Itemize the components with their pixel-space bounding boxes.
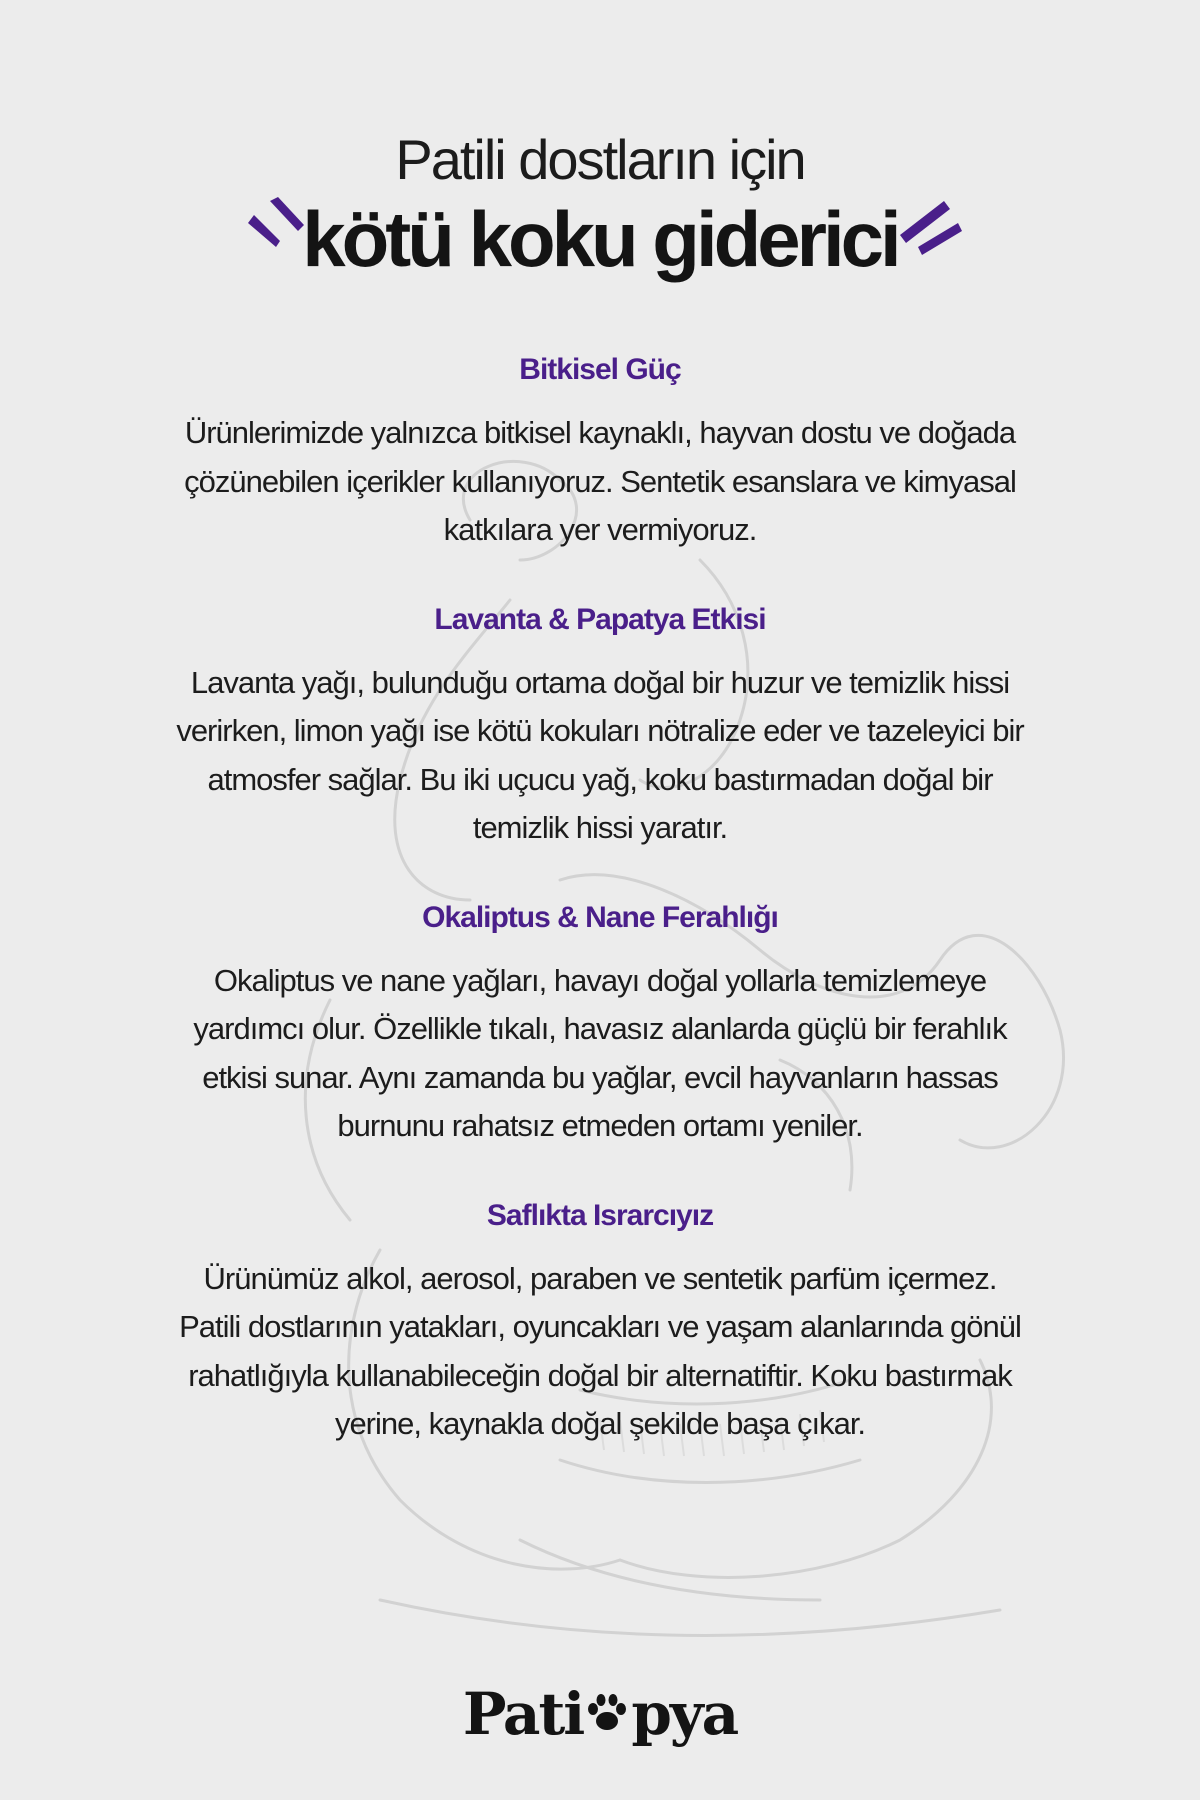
logo-text-end: pya [631,1680,738,1748]
section-line: Patili dostlarının yatakları, oyuncakları ve yaşam alanlarında gönül [179,1309,1021,1344]
section-line: Lavanta yağı, bulunduğu ortama doğal bir huzur ve temizlik hissi [190,664,1010,700]
section-line: çözünebilen içerikler kullanıyoruz. Sentetik esanslara ve kimyasal [184,463,1016,499]
section-line: Ürünlerimizde yalnızca bitkisel kaynaklı, hayvan dostu ve doğada [184,415,1016,450]
section-line: temizlik hissi yaratır. [472,810,728,845]
logo-text-start: Pati [462,1680,584,1748]
section-line: etkisi sunar. Aynı zamanda bu yağlar, evcil hayvanların hassas [202,1059,998,1095]
section-heading: Lavanta & Papatya Etkisi [434,602,766,636]
section-body [110,409,1090,555]
section-line: Ürünümüz alkol, aerosol, paraben ve sentetik parfüm içermez. [203,1260,997,1296]
accent-strokes-left-icon [244,197,304,257]
section-line: rahatlığıyla kullanabileceğin doğal bir alternatiftir. Koku bastırmak [188,1357,1012,1393]
section-line: atmosfer sağlar. Bu iki uçucu yağ, koku bastırmadan doğal bir [207,761,993,797]
brand-logo [0,1680,1200,1748]
content-sections [110,345,1090,1489]
section-heading: Okaliptus & Nane Ferahlığı [422,900,778,934]
section-saflikta-israrciyiz [110,1191,1090,1449]
paw-icon [584,1691,630,1737]
section-lavanta-papatya [110,595,1090,853]
section-line: burnunu rahatsız etmeden ortamı yeniler. [337,1108,863,1143]
logo-wordmark [463,1680,737,1748]
section-line: Okaliptus ve nane yağları, havayı doğal yollarla temizlemeye [213,962,987,998]
section-line: verirken, limon yağı ise kötü kokuları nötralize eder ve tazeleyici bir [176,713,1024,748]
section-bitkisel-guc [110,345,1090,555]
section-heading: Saflıkta Israrcıyız [486,1198,714,1232]
header-subtitle: Patili dostların için [395,128,805,191]
section-body [110,659,1090,853]
accent-strokes-right-icon [898,197,962,257]
section-line: yardımcı olur. Özellikle tıkalı, havasız alanlarda güçlü bir ferahlık [193,1011,1007,1046]
section-line: yerine, kaynakla doğal şekilde başa çıkar. [334,1406,866,1441]
section-body [110,1255,1090,1449]
section-body [110,957,1090,1151]
section-heading: Bitkisel Güç [519,353,681,386]
header [0,125,1200,281]
section-line: katkılara yer vermiyoruz. [443,512,757,547]
section-okaliptus-nane [110,893,1090,1151]
title-row [0,197,1200,281]
header-title: kötü koku giderici [302,195,898,283]
